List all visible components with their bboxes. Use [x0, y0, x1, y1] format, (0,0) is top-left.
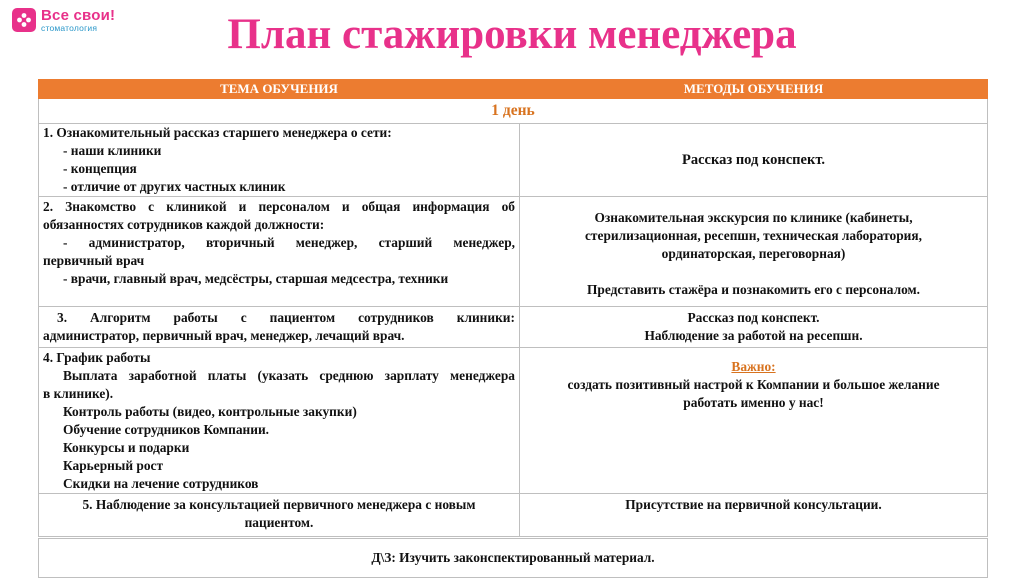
table-header-row	[39, 80, 988, 99]
topic-line: обязанностях сотрудников каждой должности:	[43, 217, 325, 232]
important-label: Важно:	[731, 359, 776, 374]
methods-line: Ознакомительная экскурсия по клинике (кабинеты,	[594, 210, 913, 225]
methods-line: создать позитивный настрой к Компании и большое желание	[567, 377, 940, 392]
topic-line: 1. Ознакомительный рассказ старшего менеджера о сети:	[43, 125, 392, 140]
page-title: План стажировки менеджера	[227, 11, 797, 58]
topic-cell	[39, 494, 520, 538]
table-row	[39, 307, 988, 348]
topic-cell	[39, 197, 520, 307]
topic-line: администратор, первичный врач, менеджер, лечащий врач.	[43, 328, 405, 343]
topic-line: 3. Алгоритм работы с пациентом сотрудников клиники:	[57, 310, 515, 325]
topic-line: Скидки на лечение сотрудников	[63, 476, 259, 491]
table-row	[39, 348, 988, 494]
topic-cell	[39, 124, 520, 197]
topic-line: Контроль работы (видео, контрольные закупки)	[63, 404, 357, 419]
methods-line: работать именно у нас!	[683, 395, 824, 410]
table-row	[39, 124, 988, 197]
topic-line: первичный врач	[43, 253, 145, 268]
homework-text: Д\З: Изучить законспектированный материал.	[39, 538, 988, 578]
methods-line: Рассказ под конспект.	[682, 152, 825, 168]
topic-line: Выплата заработной платы (указать среднюю зарплату менеджера	[63, 368, 515, 383]
day-row	[39, 99, 988, 124]
topic-line: 5. Наблюдение за консультацией первичного менеджера с новым	[82, 497, 476, 512]
methods-cell	[520, 124, 988, 197]
methods-cell	[520, 494, 988, 538]
methods-line: ординаторская, переговорная)	[661, 246, 846, 261]
methods-cell	[520, 307, 988, 348]
topic-cell	[39, 348, 520, 494]
topic-cell	[39, 307, 520, 348]
topic-line: - администратор, вторичный менеджер, старший менеджер,	[63, 235, 515, 250]
topic-line: - отличие от других частных клиник	[63, 179, 286, 194]
training-plan-table	[38, 79, 988, 578]
methods-cell	[520, 348, 988, 494]
column-header-topic: ТЕМА ОБУЧЕНИЯ	[39, 80, 520, 99]
topic-line: в клинике).	[43, 386, 114, 401]
topic-line: - концепция	[63, 161, 137, 176]
topic-line: 2. Знакомство с клиникой и персоналом и общая информация об	[43, 199, 515, 214]
column-header-methods: МЕТОДЫ ОБУЧЕНИЯ	[520, 80, 988, 99]
day-label: 1 день	[39, 99, 988, 124]
topic-line: пациентом.	[244, 515, 314, 530]
table-row	[39, 197, 988, 307]
topic-line: - врачи, главный врач, медсёстры, старшая медсестра, техники	[63, 271, 449, 286]
logo-name: Все свои!	[41, 7, 116, 24]
methods-line: Рассказ под конспект.	[687, 310, 820, 325]
table-row	[39, 494, 988, 538]
topic-line: - наши клиники	[63, 143, 162, 158]
methods-line: Представить стажёра и познакомить его с персоналом.	[586, 282, 921, 297]
methods-line: Наблюдение за работой на ресепшн.	[644, 328, 863, 343]
topic-line: Обучение сотрудников Компании.	[63, 422, 270, 437]
logo-subtitle: стоматология	[41, 23, 98, 33]
topic-line: Конкурсы и подарки	[63, 440, 190, 455]
topic-line: 4. График работы	[43, 350, 151, 365]
methods-line: Присутствие на первичной консультации.	[625, 497, 882, 512]
methods-line: стерилизационная, ресепшн, техническая лаборатория,	[584, 228, 922, 243]
topic-line: Карьерный рост	[63, 458, 164, 473]
methods-cell	[520, 197, 988, 307]
homework-row	[39, 538, 988, 578]
